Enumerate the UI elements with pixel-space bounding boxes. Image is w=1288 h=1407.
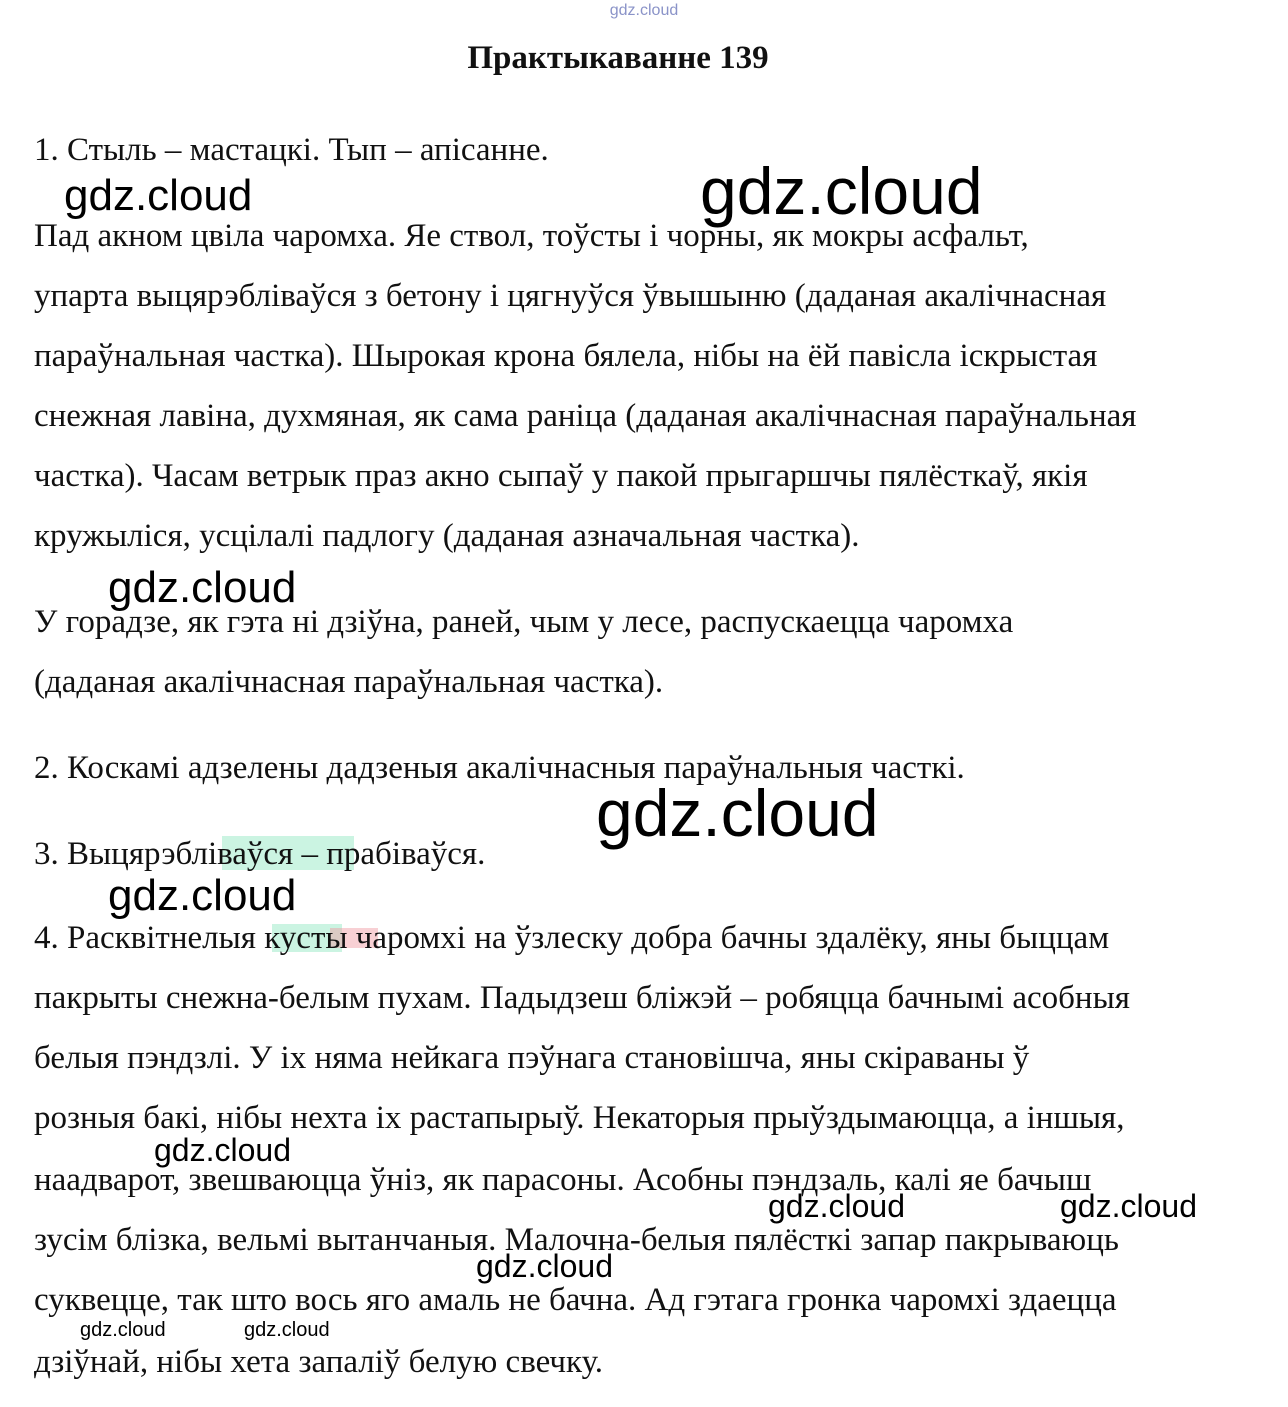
watermark: gdz.cloud: [108, 563, 297, 612]
watermark: gdz.cloud: [1060, 1188, 1197, 1224]
paragraph-line: (даданая акалічнасная параўнальная частка).: [34, 664, 664, 700]
paragraph-line: параўнальная частка). Шырокая крона бялела, нібы на ёй павісла іскрыстая: [34, 338, 1098, 374]
paragraph-line: суквецце, так што вось яго амаль не бачна. Ад гэтага гронка чаромхі здаецца: [34, 1282, 1117, 1318]
watermark: gdz.cloud: [700, 154, 983, 228]
watermark: gdz.cloud: [108, 871, 297, 920]
section1-heading: 1. Стыль – мастацкі. Тып – апісанне.: [34, 132, 549, 168]
paragraph-line: наадварот, звешваюцца ўніз, як парасоны. Асобны пэндзаль, калі яе бачыш: [34, 1162, 1092, 1198]
watermark: gdz.cloud: [64, 171, 253, 220]
section2-text: 2. Коскамі адзелены дадзеныя акалічнасныя параўнальныя часткі.: [34, 750, 965, 786]
watermark: gdz.cloud: [768, 1188, 905, 1224]
paragraph-line: У горадзе, як гэта ні дзіўна, раней, чым у лесе, распускаецца чаромха: [34, 604, 1014, 640]
paragraph-line: частка). Часам ветрык праз акно сыпаў у пакой прыгаршчы пялёсткаў, якія: [34, 458, 1088, 494]
watermark-top: gdz.cloud: [609, 2, 679, 19]
paragraph-line: пакрыты снежна-белым пухам. Падыдзеш бліжэй – робяцца бачнымі асобныя: [34, 980, 1130, 1016]
paragraph-line: 4. Расквітнелыя кусты чаромхі на ўзлеску добра бачны здалёку, яны быццам: [34, 920, 1110, 956]
paragraph-line: белыя пэндзлі. У іх няма нейкага пэўнага становішча, яны скіраваны ў: [34, 1040, 1030, 1076]
paragraph-line: зусім блізка, вельмі вытанчаныя. Малочна-белыя пялёсткі запар пакрываюць: [34, 1222, 1119, 1258]
watermark: gdz.cloud: [80, 1319, 166, 1341]
watermark: gdz.cloud: [154, 1132, 291, 1168]
watermark: gdz.cloud: [596, 776, 879, 850]
watermark: gdz.cloud: [476, 1248, 613, 1284]
paragraph-line: кружыліся, усцілалі падлогу (даданая азначальная частка).: [34, 518, 860, 554]
page-title: Практыкаванне 139: [467, 40, 769, 76]
paragraph-line: снежная лавіна, духмяная, як сама раніца (даданая акалічнасная параўнальная: [34, 398, 1137, 434]
paragraph-line: розныя бакі, нібы нехта іх растапырыў. Некаторыя прыўздымаюцца, а іншыя,: [34, 1100, 1125, 1136]
paragraph-line: упарта выцярэбліваўся з бетону і цягнуўся ўвышыню (даданая акалічнасная: [34, 278, 1107, 314]
paragraph-line: Пад акном цвiла чаромха. Яе ствол, тоўсты і чорны, як мокры асфальт,: [34, 218, 1029, 254]
section3-text: 3. Выцярэбліваўся – прабіваўся.: [34, 836, 486, 872]
paragraph-line: дзіўнай, нібы хета запаліў белую свечку.: [34, 1344, 604, 1380]
watermark: gdz.cloud: [244, 1319, 330, 1341]
